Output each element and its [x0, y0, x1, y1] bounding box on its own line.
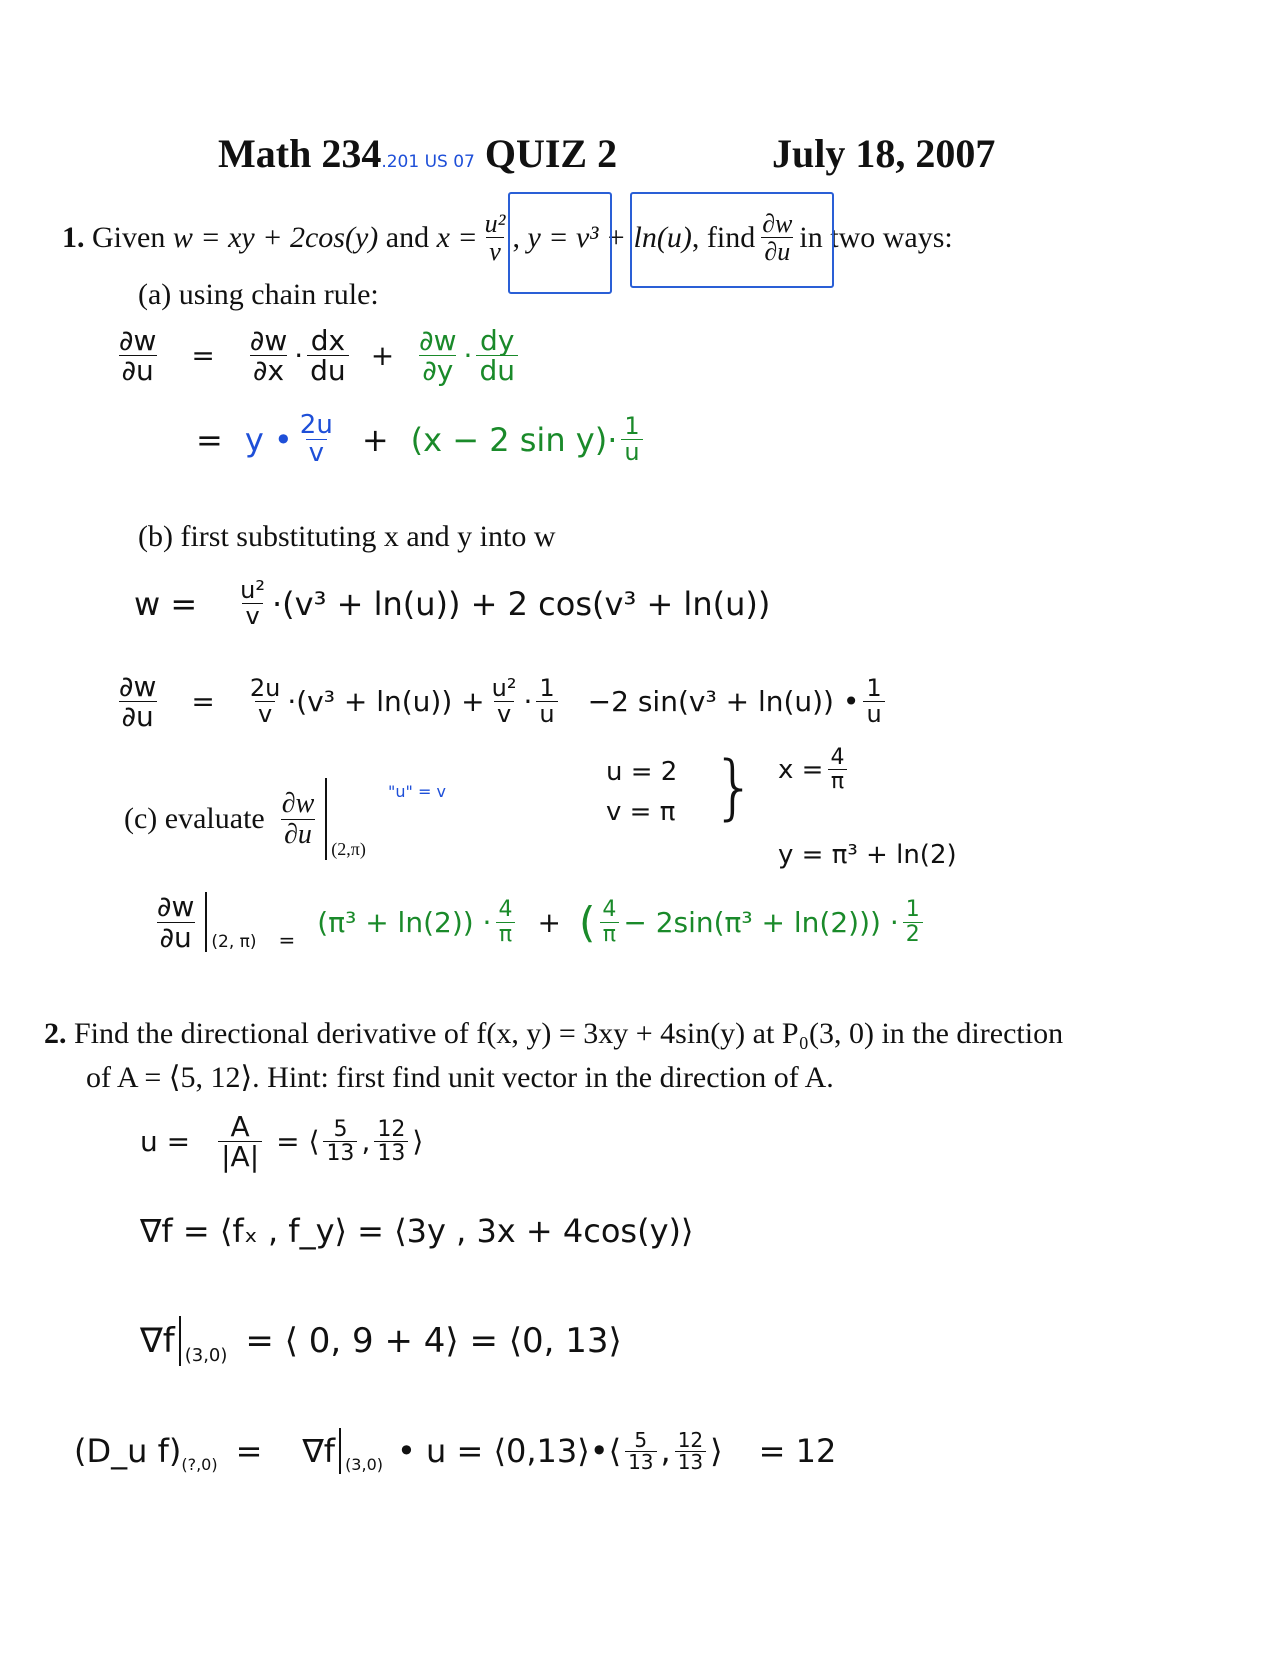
a1-t2a-den: ∂y [419, 355, 456, 385]
b2-mid2: −2 sin(v³ + ln(u)) • [587, 685, 860, 719]
q2-dd-c1-den: 13 [625, 1451, 656, 1473]
a2-frac-num: 2u [299, 410, 333, 440]
c-res-t1-frac [495, 898, 515, 945]
part-a-line1 [112, 326, 522, 386]
c-res-t3-frac [903, 898, 923, 945]
q1-ways: in two ways: [799, 220, 953, 254]
c-res-bar [205, 892, 207, 952]
b2-lhs-den: ∂u [119, 701, 157, 731]
part-b-line2 [112, 672, 889, 732]
c-x-frac [827, 746, 847, 793]
q2-dd-close: ⟩ [710, 1432, 723, 1470]
b1-rest: ·(v³ + ln(u)) + 2 cos(v³ + ln(u)) [272, 584, 771, 623]
a1-t1a [247, 326, 290, 386]
q2-dd-mid: • u = ⟨0,13⟩•⟨ [397, 1432, 622, 1470]
a2-y: y • [244, 420, 293, 459]
c-res-eq: = [278, 928, 296, 952]
c-x-lhs: x = [778, 754, 824, 785]
a2-frac2-num: 1 [624, 412, 640, 441]
q2-line1 [44, 1012, 1063, 1056]
header [218, 130, 617, 177]
part-a-label: (a) using chain rule: [138, 278, 379, 311]
part-c-label [124, 778, 366, 860]
c-res-plus: + [537, 905, 561, 939]
b2-lhs [116, 672, 159, 732]
c-res-lhs [154, 892, 197, 952]
c-res-t2-frac [599, 898, 619, 945]
q2-statement [44, 1012, 1063, 1100]
b2-f2 [489, 676, 520, 727]
c-value-v: v = π [606, 797, 676, 827]
q2-u-close: ⟩ [412, 1125, 424, 1159]
c-res-lhs-num: ∂w [157, 890, 195, 924]
q2-dd-comma: , [660, 1432, 671, 1470]
part-b-line1 [134, 578, 770, 629]
b2-f3 [536, 676, 557, 727]
b1-frac-num: u² [240, 576, 265, 604]
c-dw: ∂w [281, 788, 315, 820]
a1-lhs [116, 326, 159, 386]
a2-frac2 [621, 414, 642, 465]
q2-directional-derivative [74, 1428, 836, 1474]
q2-text1: Find the directional derivative of f(x, y) = 3xy + 4sin(y) at P₀(3, 0) in the direction [74, 1017, 1064, 1050]
quiz-date: July 18, 2007 [772, 131, 996, 176]
c-value-y: y = π³ + ln(2) [778, 840, 957, 870]
q2-dd-grad-at: (3,0) [345, 1455, 383, 1474]
q2-u-comma: , [361, 1125, 371, 1159]
q2-grad-rhs: = ⟨ 0, 9 + 4⟩ = ⟨0, 13⟩ [245, 1321, 622, 1361]
q2-gradient: ∇f = ⟨fₓ , f_y⟩ = ⟨3y , 3x + 4cos(y)⟩ [140, 1212, 694, 1250]
b2-f1-den: v [255, 701, 275, 727]
q2-dd-c2-num: 12 [677, 1427, 704, 1452]
part-c-dwdu [279, 789, 318, 849]
a2-frac [297, 412, 336, 468]
c-x-den: π [828, 769, 847, 793]
b2-dot: · [523, 685, 533, 719]
q2-u-den: |A| [218, 1141, 262, 1171]
a1-t2b [476, 326, 518, 386]
c-res-at: (2, π) [211, 932, 257, 952]
a2-paren: (x − 2 sin y)· [410, 420, 618, 459]
c-res-t2-open: ( [578, 897, 596, 947]
c-res-t3-num: 1 [905, 897, 920, 923]
c-res-t2-num: 4 [602, 897, 617, 923]
b2-lhs-num: ∂w [119, 670, 157, 703]
part-c-text: (c) evaluate [124, 802, 265, 835]
c-res-t1-num: 4 [498, 897, 513, 923]
b2-f4-num: 1 [866, 674, 882, 703]
a1-lhs-num: ∂w [119, 324, 157, 357]
a1-plus: + [370, 339, 395, 373]
b2-f4 [863, 676, 884, 727]
a1-t1b [307, 326, 349, 386]
q2-u-c1-num: 5 [333, 1117, 348, 1143]
a2-frac-den: v [306, 439, 327, 467]
q1-x-fraction [482, 210, 509, 266]
a1-eq: = [191, 339, 215, 373]
course-title: Math 234 [218, 131, 382, 176]
q2-u-c2-den: 13 [374, 1141, 408, 1165]
b2-f1 [247, 676, 283, 727]
q1-x-lhs: x = [436, 220, 478, 254]
q2-dd-lhs: (D_u f) [74, 1432, 182, 1470]
a1-dot2: · [463, 339, 473, 373]
a1-lhs-den: ∂u [119, 355, 157, 385]
a2-plus: + [361, 420, 389, 459]
c-res-t2-den: π [600, 922, 619, 946]
q2-dd-c2-den: 13 [675, 1451, 706, 1473]
q2-number: 2. [44, 1017, 67, 1050]
q2-u-lhs: u = [140, 1125, 191, 1159]
a1-t2a-num: ∂w [419, 324, 457, 357]
q1-statement: 1. Given w = xy + 2cos(y) and x = $\frac{\text{u²}}{v}$ , y = v³ + ln(u) , find $\frac{\partial w}{\partial u}$ in two ways: [62, 209, 953, 267]
a1-t1a-den: ∂x [250, 355, 287, 385]
c-res-t1-den: π [496, 922, 515, 946]
q2-dd-lhs-at: (?,0) [181, 1455, 218, 1474]
q2-u-num: A [230, 1110, 250, 1143]
b2-f2-num: u² [491, 674, 517, 703]
q2-u-c2-num: 12 [377, 1117, 406, 1143]
c-res-t1: (π³ + ln(2)) · [317, 905, 492, 939]
q1-given: Given [92, 220, 166, 254]
q1-w-def: w = xy + 2cos(y) [172, 220, 379, 254]
b2-eq: = [191, 685, 215, 719]
q2-text2: of A = ⟨5, 12⟩. Hint: first find unit vector in the direction of A. [86, 1061, 834, 1094]
b2-f3-num: 1 [539, 674, 555, 703]
q2-dd-result: = 12 [758, 1432, 837, 1470]
q2-u-c1 [323, 1118, 357, 1165]
a1-dot1: · [294, 339, 304, 373]
b2-f3-den: u [536, 701, 557, 727]
q1-and: and [385, 220, 430, 254]
a1-t1a-num: ∂w [249, 324, 288, 357]
c-values-brace: } [712, 746, 757, 828]
part-c-point: (2,π) [331, 839, 366, 859]
c-result [150, 892, 927, 952]
quiz-title: QUIZ 2 [484, 131, 618, 176]
q2-dd-c1 [625, 1427, 656, 1474]
part-a-line2 [196, 412, 647, 468]
a1-t2a [416, 326, 459, 386]
c-res-lhs-den: ∂u [157, 922, 195, 952]
q2-u-frac [218, 1112, 262, 1172]
y-highlight-box [630, 192, 834, 288]
b2-mid1: ·(v³ + ln(u)) + [287, 685, 485, 719]
b1-frac-den: v [242, 603, 262, 629]
c-du: ∂u [281, 819, 315, 849]
b2-f2-den: v [494, 701, 514, 727]
eval-bar [325, 778, 327, 860]
section-note: .201 US 07 [381, 152, 475, 172]
a2-frac2-den: u [621, 439, 642, 465]
c-value-x [778, 746, 851, 793]
b2-f4-den: u [863, 701, 884, 727]
b1-lhs: w = [134, 584, 198, 623]
q2-grad-lhs: ∇f [140, 1321, 175, 1361]
x-highlight-box [508, 192, 612, 294]
q2-line-unit [140, 1112, 423, 1172]
q2-grad-at: (3,0) [184, 1345, 228, 1366]
b1-frac [237, 578, 268, 629]
q2-grad-bar [179, 1316, 181, 1366]
c-res-t2-rest: − 2sin(π³ + ln(2))) · [623, 905, 899, 939]
q2-dd-eq: = [235, 1432, 263, 1470]
dw: ∂w [762, 209, 793, 238]
q1-find: , find [691, 220, 756, 254]
q2-dd-bar [339, 1428, 341, 1474]
c-value-u: u = 2 [606, 757, 678, 787]
x-den: v [486, 237, 504, 265]
c-values-uv [606, 752, 677, 832]
a1-t2b-num: dy [480, 324, 515, 357]
x-num: u² [484, 209, 506, 238]
du: ∂u [761, 237, 793, 265]
c-res-t3-den: 2 [903, 922, 923, 946]
q2-dd-grad: ∇f [302, 1432, 336, 1470]
q1-number: 1. [62, 220, 85, 254]
q2-u-c1-den: 13 [323, 1141, 357, 1165]
b2-f1-num: 2u [249, 674, 281, 703]
a1-t1b-den: du [307, 355, 349, 385]
c-x-num: 4 [830, 745, 845, 770]
part-b-label: (b) first substituting x and y into w [138, 520, 556, 553]
q2-u-eq: = ⟨ [276, 1125, 320, 1159]
a2-eq: = [196, 420, 223, 459]
q2-gradient-at-point [140, 1316, 622, 1366]
a1-t1b-num: dx [310, 324, 346, 357]
q2-dd-c1-num: 5 [634, 1427, 648, 1452]
q2-dd-c2 [675, 1427, 706, 1474]
a1-t2b-den: du [476, 355, 518, 385]
q1-y-def: y = v³ + ln(u) [527, 220, 692, 254]
q2-u-c2 [374, 1118, 408, 1165]
part-c-note: "u" = v [388, 782, 446, 801]
